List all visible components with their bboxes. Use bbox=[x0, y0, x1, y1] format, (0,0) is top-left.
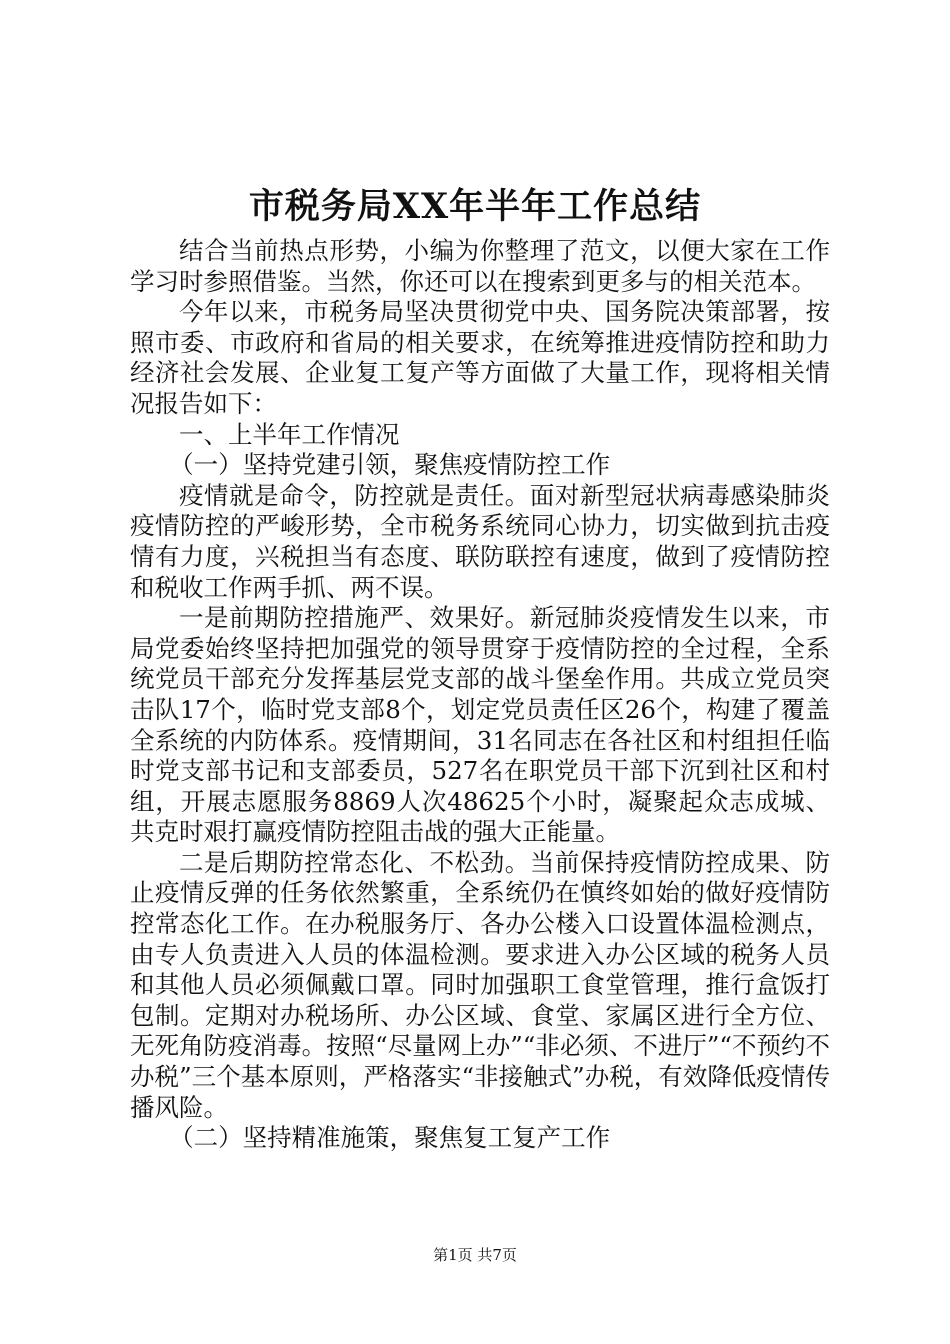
overview-paragraph: 今年以来，市税务局坚决贯彻党中央、国务院决策部署，按照市委、市政府和省局的相关要求，在统筹推进疫情防控和助力经济社会发展、企业复工复产等方面做了大量工作，现将相关情况报告如下： bbox=[130, 297, 830, 418]
document-title: 市税务局XX年半年工作总结 bbox=[248, 186, 702, 227]
section-heading-1: 一、上半年工作情况 bbox=[179, 419, 400, 449]
intro-paragraph: 结合当前热点形势，小编为你整理了范文，以便大家在工作学习时参照借鉴。当然，你还可以在搜索到更多与的相关范本。 bbox=[130, 236, 830, 296]
document-body bbox=[130, 236, 830, 1154]
subsection-1-paragraph-1: 疫情就是命令，防控就是责任。面对新型冠状病毒感染肺炎疫情防控的严峻形势，全市税务系统同心协力，切实做到抗击疫情有力度，兴税担当有态度、联防联控有速度，做到了疫情防控和税收工作两手抓、两不误。 bbox=[130, 480, 830, 602]
subsection-heading-2: （二）坚持精准施策，聚焦复工复产工作 bbox=[169, 1123, 611, 1153]
page-number-footer: 第1页 共7页 bbox=[433, 1246, 517, 1264]
subsection-heading-1: （一）坚持党建引领，聚焦疫情防控工作 bbox=[169, 450, 611, 480]
subsection-1-paragraph-2: 一是前期防控措施严、效果好。新冠肺炎疫情发生以来，市局党委始终坚持把加强党的领导贯穿于疫情防控的全过程，全系统党员干部充分发挥基层党支部的战斗堡垒作用。共成立党员突击队17个，临时党支部8个，划定党员责任区26个，构建了覆盖全系统的内防体系。疫情期间，31名同志在各社区和村组担任临时党支部书记和支部委员，527名在职党员干部下沉到社区和村组，开展志愿服务8869人次48625个小时，凝聚起众志成城、共克时艰打赢疫情防控阻击战的强大正能量。 bbox=[130, 603, 830, 847]
subsection-1-paragraph-3: 二是后期防控常态化、不松劲。当前保持疫情防控成果、防止疫情反弹的任务依然繁重，全系统仍在慎终如始的做好疫情防控常态化工作。在办税服务厅、各办公楼入口设置体温检测点，由专人负责进入人员的体温检测。要求进入办公区域的税务人员和其他人员必须佩戴口罩。同时加强职工食堂管理，推行盒饭打包制。定期对办税场所、办公区域、食堂、家属区进行全方位、无死角防疫消毒。按照“尽量网上办”“非必须、不进厅”“不预约不办税”三个基本原则，严格落实“非接触式”办税，有效降低疫情传播风险。 bbox=[130, 847, 830, 1122]
